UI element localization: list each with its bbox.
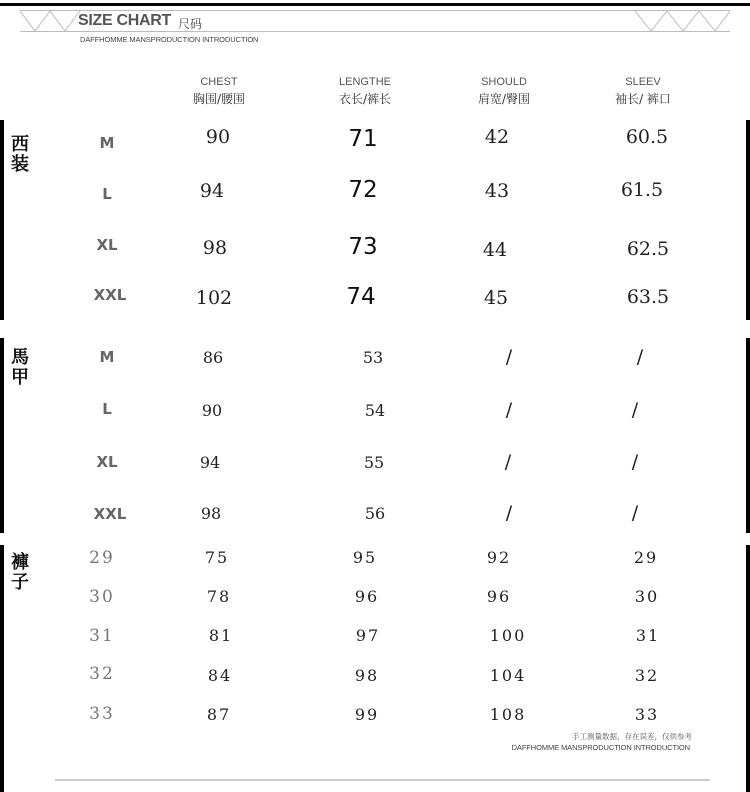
cell-shoulder: / <box>505 346 513 368</box>
cell-sleeve: / <box>631 399 639 421</box>
size-label: L <box>102 400 112 418</box>
cell-chest: 98 <box>200 504 222 523</box>
size-label: 32 <box>89 664 115 684</box>
cell-chest: 94 <box>199 453 221 472</box>
cell-hip: 108 <box>489 705 527 724</box>
size-label: 29 <box>89 548 115 568</box>
cell-length: 72 <box>348 177 378 203</box>
cell-sleeve: / <box>636 346 644 368</box>
cell-sleeve: / <box>631 451 639 473</box>
cell-hip: 96 <box>486 587 512 606</box>
size-label: L <box>102 185 112 203</box>
cell-sleeve: 61.5 <box>620 179 664 201</box>
cell-leg-opening: 31 <box>635 626 661 645</box>
cell-leg-opening: 29 <box>633 548 659 567</box>
size-label: M <box>99 348 115 366</box>
cell-length: 71 <box>348 126 378 152</box>
size-label: 33 <box>89 704 115 724</box>
top-border <box>0 3 750 6</box>
cell-sleeve: / <box>631 502 639 524</box>
cell-shoulder: 43 <box>484 180 510 202</box>
cell-length: 97 <box>355 626 381 645</box>
vest-section-bar-right <box>746 338 750 533</box>
cell-waist: 87 <box>206 705 232 724</box>
section-label-pants: 褲子 <box>11 552 29 593</box>
cell-shoulder: / <box>505 399 513 421</box>
cell-shoulder: / <box>505 502 513 524</box>
cell-sleeve: 62.5 <box>626 238 670 260</box>
cell-waist: 78 <box>206 587 232 606</box>
cell-chest: 98 <box>202 237 228 259</box>
cell-leg-opening: 30 <box>634 587 660 606</box>
header-rule-top <box>20 10 730 11</box>
cell-chest: 94 <box>199 180 225 202</box>
col-header-chest: CHEST <box>200 76 238 88</box>
cell-hip: 92 <box>486 548 512 567</box>
cell-waist: 81 <box>208 626 234 645</box>
cell-length: 96 <box>354 587 380 606</box>
col-header-shoulder-cn: 肩宽/臀围 <box>477 92 531 106</box>
pants-section-bar-left <box>0 545 4 792</box>
pants-section-bar-right <box>746 545 750 792</box>
cell-length: 53 <box>362 348 384 367</box>
col-header-sleeve-cn: 袖长/ 裤口 <box>615 92 671 106</box>
cell-length: 99 <box>354 705 380 724</box>
suit-section-bar-left <box>0 120 4 320</box>
size-label: XL <box>96 453 118 471</box>
footer-note-en: DAFFHOMME MANSPRODUCTION INTRODUCTION <box>511 743 690 752</box>
cell-leg-opening: 33 <box>634 705 660 724</box>
cell-chest: 90 <box>205 126 231 148</box>
header-rule-bottom <box>20 31 730 32</box>
size-label: XXL <box>93 505 127 523</box>
page-title-cn: 尺码 <box>178 17 203 31</box>
col-header-length-cn: 衣长/裤长 <box>338 92 392 106</box>
size-label: XL <box>96 236 118 254</box>
page-title: SIZE CHART <box>78 12 172 29</box>
col-header-shoulder: SHOULD <box>481 76 527 88</box>
size-label: M <box>99 134 115 152</box>
cell-shoulder: 44 <box>482 239 508 261</box>
cell-shoulder: 42 <box>484 126 510 148</box>
zigzag-left-ornament <box>20 11 80 31</box>
zigzag-right-ornament <box>635 11 730 31</box>
cell-sleeve: 60.5 <box>625 126 669 148</box>
suit-section-bar-right <box>746 120 750 320</box>
cell-length: 95 <box>352 548 378 567</box>
cell-length: 55 <box>363 453 385 472</box>
section-label-vest: 馬甲 <box>11 347 29 388</box>
cell-hip: 104 <box>489 666 527 685</box>
cell-length: 73 <box>348 234 378 260</box>
cell-hip: 100 <box>489 626 527 645</box>
vest-section-bar-left <box>0 338 4 533</box>
cell-chest: 86 <box>202 348 224 367</box>
size-label: 30 <box>89 587 115 607</box>
size-label: XXL <box>93 286 127 304</box>
page-subtitle: DAFFHOMME MANSPRODUCTION INTRODUCTION <box>80 35 259 44</box>
footer-note-cn: 手工测量数据，存在误差，仅供参考 <box>572 732 692 741</box>
col-header-chest-cn: 胸围/腰围 <box>192 92 246 106</box>
cell-length: 56 <box>364 504 386 523</box>
section-label-suit: 西装 <box>11 134 29 175</box>
cell-shoulder: 45 <box>483 287 509 309</box>
cell-shoulder: / <box>504 451 512 473</box>
size-label: 31 <box>89 626 115 646</box>
cell-leg-opening: 32 <box>634 666 660 685</box>
cell-waist: 75 <box>204 548 230 567</box>
cell-length: 54 <box>364 401 386 420</box>
cell-length: 74 <box>346 284 376 310</box>
cell-chest: 90 <box>201 401 223 420</box>
cell-chest: 102 <box>195 287 233 309</box>
cell-length: 98 <box>354 666 380 685</box>
bottom-divider <box>55 779 710 781</box>
col-header-sleeve: SLEEV <box>625 76 661 88</box>
col-header-length: LENGTHE <box>339 76 391 88</box>
cell-waist: 84 <box>207 666 233 685</box>
cell-sleeve: 63.5 <box>626 286 670 308</box>
